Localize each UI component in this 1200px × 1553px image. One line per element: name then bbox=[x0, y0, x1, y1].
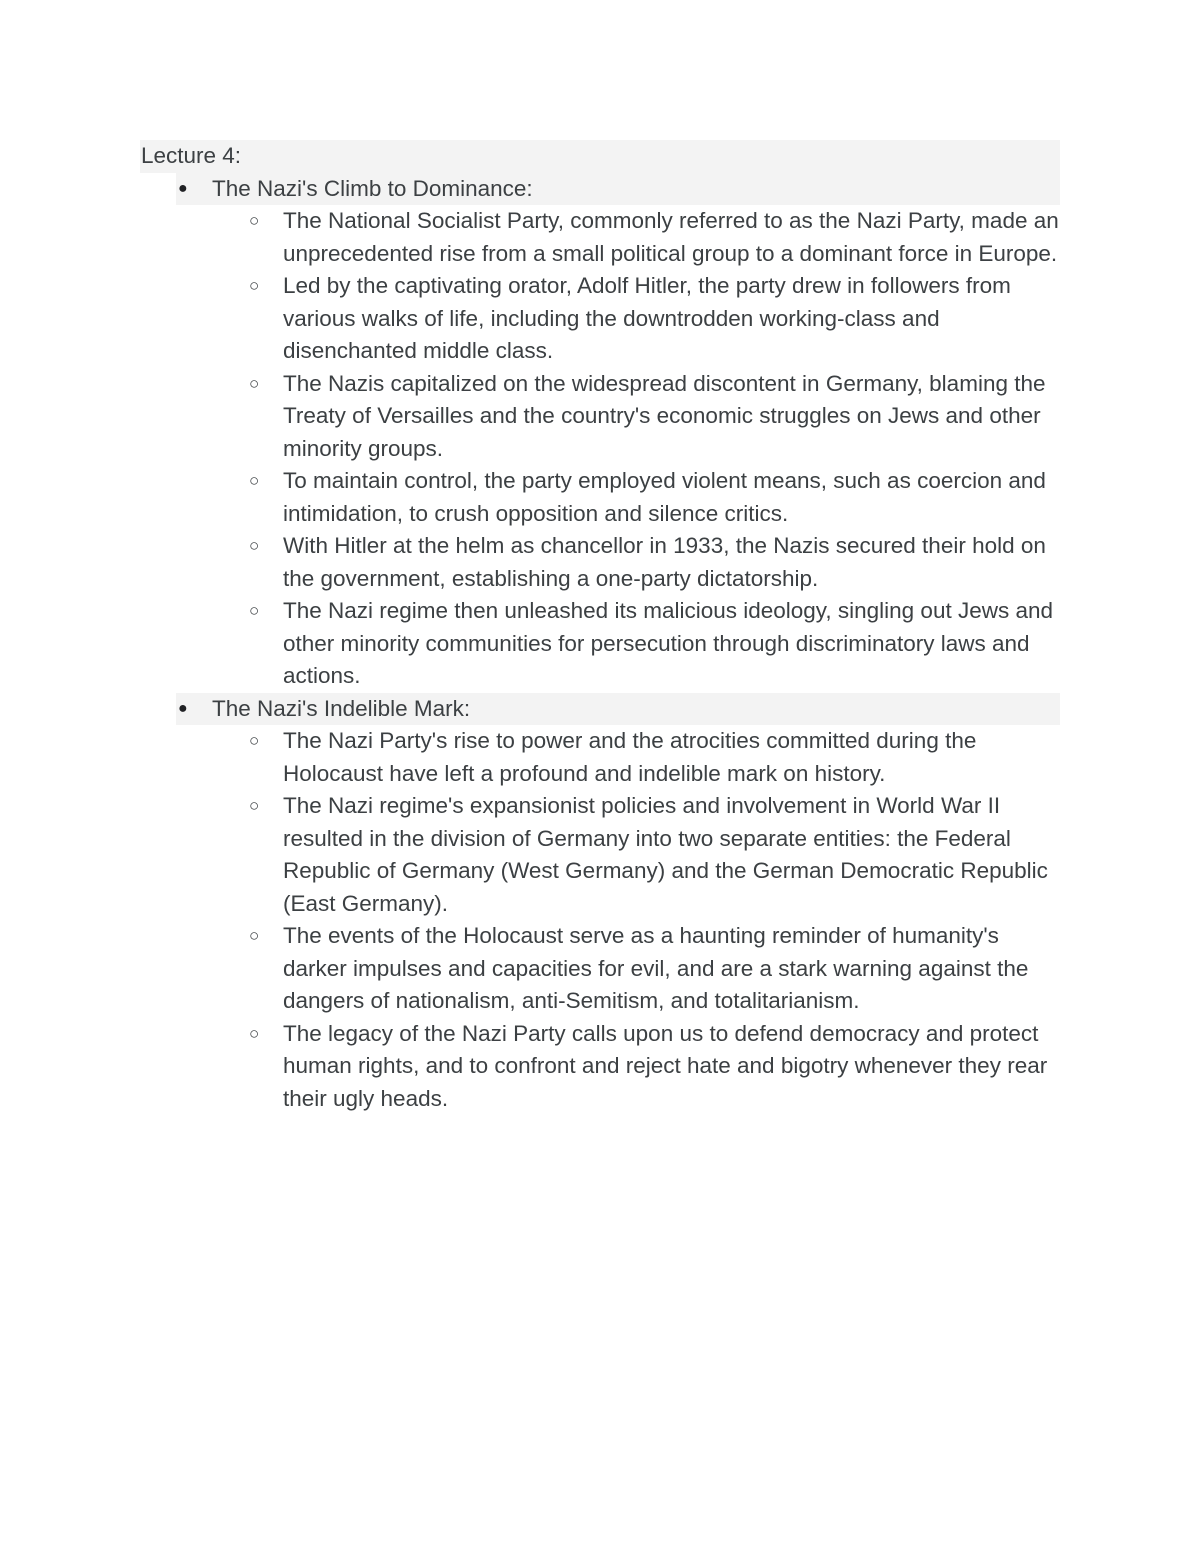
filled-bullet-icon: ● bbox=[178, 699, 188, 717]
hollow-bullet-icon: ○ bbox=[249, 731, 260, 750]
list-item bbox=[140, 465, 1060, 530]
filled-bullet-icon: ● bbox=[178, 179, 188, 197]
list-item bbox=[140, 530, 1060, 595]
list-item-text: The Nazi Party's rise to power and the atrocities committed during the Holocaust have left a profound and indelible mark on history. bbox=[283, 728, 977, 786]
list-item bbox=[140, 790, 1060, 920]
list-item-text: To maintain control, the party employed violent means, such as coercion and intimidation, to crush opposition and silence critics. bbox=[283, 468, 1046, 526]
list-item bbox=[140, 595, 1060, 693]
list-item bbox=[140, 270, 1060, 368]
hollow-bullet-icon: ○ bbox=[249, 536, 260, 555]
hollow-bullet-icon: ○ bbox=[249, 1023, 260, 1043]
section-items bbox=[140, 725, 1060, 1115]
section-heading-text: The Nazi's Climb to Dominance: bbox=[212, 175, 533, 201]
list-item-text: The Nazis capitalized on the widespread discontent in Germany, blaming the Treaty of Versailles and the country's economic struggles on Jews and other minority groups. bbox=[283, 370, 1046, 461]
list-item bbox=[140, 205, 1060, 270]
section-heading bbox=[176, 693, 1060, 726]
list-item-text: With Hitler at the helm as chancellor in 1933, the Nazis secured their hold on the government, establishing a one-party dictatorship. bbox=[283, 533, 1046, 591]
hollow-bullet-icon: ○ bbox=[249, 796, 260, 815]
list-item-text: The National Socialist Party, commonly referred to as the Nazi Party, made an unprecedented rise from a small political group to a dominant force in Europe. bbox=[283, 208, 1059, 266]
section-heading-text: The Nazi's Indelible Mark: bbox=[212, 695, 471, 721]
hollow-bullet-icon: ○ bbox=[249, 601, 260, 620]
hollow-bullet-icon: ○ bbox=[249, 471, 260, 490]
list-item-text: The legacy of the Nazi Party calls upon us to defend democracy and protect human rights, and to confront and reject hate and bigotry whenever they rear their ugly heads. bbox=[283, 1020, 1048, 1111]
section-items bbox=[140, 205, 1060, 693]
list-item bbox=[140, 725, 1060, 790]
list-item bbox=[140, 920, 1060, 1018]
section-heading bbox=[176, 173, 1060, 206]
hollow-bullet-icon: ○ bbox=[249, 211, 260, 230]
hollow-bullet-icon: ○ bbox=[249, 926, 260, 945]
list-item-text: The Nazi regime then unleashed its malicious ideology, singling out Jews and other minority communities for persecution through discriminatory laws and actions. bbox=[283, 598, 1054, 688]
lecture-notes bbox=[140, 140, 1060, 1115]
list-item-text: The Nazi regime's expansionist policies and involvement in World War II resulted in the division of Germany into two separate entities: the Federal Republic of Germany (West Germany) and the German Democratic Republic (East Germany). bbox=[283, 793, 1048, 916]
hollow-bullet-icon: ○ bbox=[249, 276, 260, 295]
hollow-bullet-icon: ○ bbox=[249, 373, 260, 393]
lecture-title: Lecture 4: bbox=[140, 140, 1060, 173]
list-item-text: The events of the Holocaust serve as a haunting reminder of humanity's darker impulses and capacities for evil, and are a stark warning against the dangers of nationalism, anti-Semitism, and totalitarianism. bbox=[283, 923, 1029, 1013]
list-item bbox=[140, 368, 1060, 466]
list-item-text: Led by the captivating orator, Adolf Hitler, the party drew in followers from various walks of life, including the downtrodden working-class and disenchanted middle class. bbox=[283, 273, 1011, 363]
list-item bbox=[140, 1018, 1060, 1116]
